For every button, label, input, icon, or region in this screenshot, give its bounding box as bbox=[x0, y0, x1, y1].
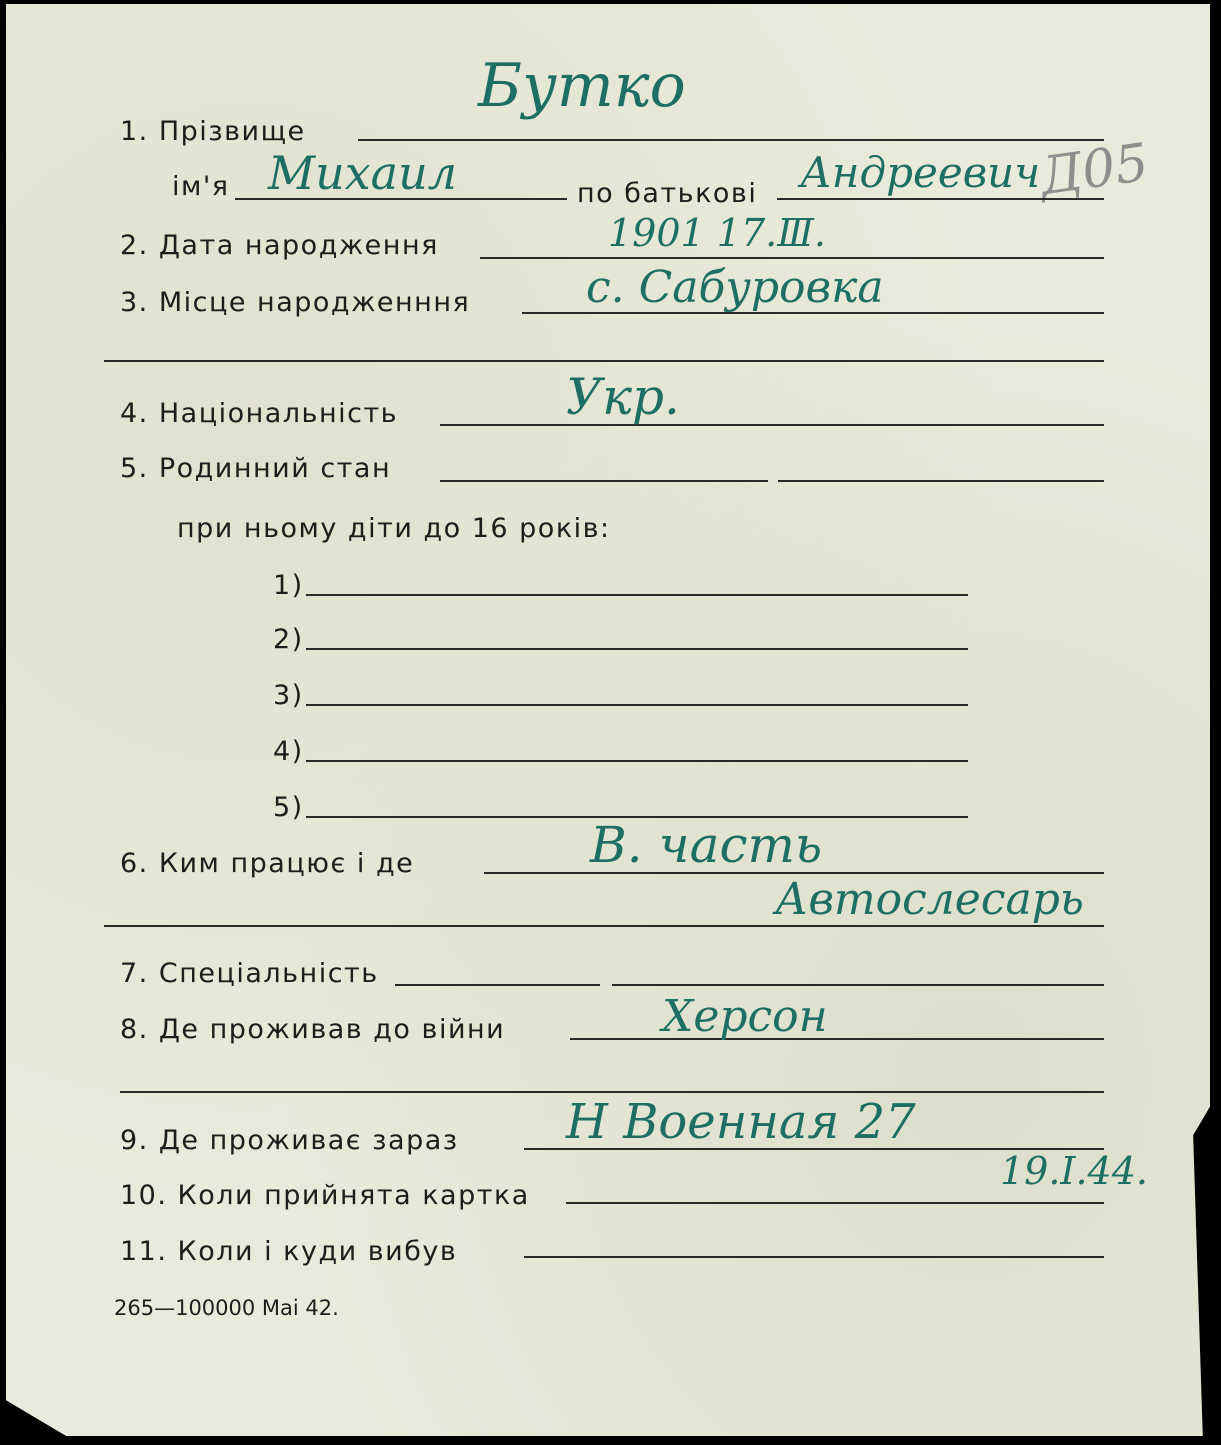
child-1-line bbox=[306, 594, 968, 596]
child-3-line bbox=[306, 704, 968, 706]
prewar-residence-line bbox=[570, 1038, 1104, 1040]
patronymic-label: по батькові bbox=[577, 178, 758, 209]
print-code: 265—100000 Mai 42. bbox=[114, 1296, 339, 1320]
current-residence-label: 9. Де проживає зараз bbox=[120, 1125, 459, 1156]
nationality-label: 4. Національність bbox=[120, 398, 399, 429]
birth-place-line-2 bbox=[104, 360, 1104, 362]
surname-label: 1. Прізвище bbox=[120, 116, 306, 147]
birth-date-line bbox=[480, 257, 1104, 259]
child-4-label: 4) bbox=[273, 736, 304, 767]
child-2-label: 2) bbox=[273, 624, 304, 655]
patronymic-handwriting: Андреевич bbox=[800, 148, 1041, 197]
departure-label: 11. Коли і куди вибув bbox=[120, 1236, 458, 1267]
current-residence-handwriting: Н Военная 27 bbox=[566, 1094, 916, 1150]
specialty-line-b bbox=[612, 984, 1104, 986]
family-status-line-a bbox=[440, 480, 768, 482]
card-accepted-label: 10. Коли прийнята картка bbox=[120, 1180, 530, 1211]
birth-date-handwriting: 1901 17.Ⅲ. bbox=[608, 211, 826, 255]
work-label: 6. Ким працює і де bbox=[120, 848, 415, 879]
child-5-label: 5) bbox=[273, 792, 304, 823]
card-accepted-handwriting: 19.Ⅰ.44. bbox=[1000, 1149, 1148, 1193]
specialty-label: 7. Спеціальність bbox=[120, 958, 379, 989]
surname-handwriting: Бутко bbox=[478, 51, 686, 121]
child-3-label: 3) bbox=[273, 680, 304, 711]
child-4-line bbox=[306, 760, 968, 762]
prewar-residence-handwriting: Херсон bbox=[662, 991, 828, 1042]
nationality-line bbox=[440, 424, 1104, 426]
name-handwriting: Михаил bbox=[268, 146, 458, 200]
patronymic-line bbox=[777, 198, 1104, 200]
prewar-residence-line-2 bbox=[120, 1091, 1104, 1093]
work-handwriting-2: Автослесарь bbox=[775, 874, 1084, 925]
child-1-label: 1) bbox=[273, 570, 304, 601]
name-label: ім'я bbox=[172, 171, 230, 202]
family-status-label: 5. Родинний стан bbox=[120, 453, 392, 484]
margin-scribble: Д05 bbox=[1036, 132, 1153, 208]
birth-date-label: 2. Дата народження bbox=[120, 230, 439, 261]
work-handwriting-1: В. часть bbox=[590, 816, 823, 874]
prewar-residence-label: 8. Де проживав до війни bbox=[120, 1014, 506, 1045]
card-accepted-line bbox=[566, 1202, 1104, 1204]
departure-line bbox=[524, 1256, 1104, 1258]
child-2-line bbox=[306, 648, 968, 650]
surname-line bbox=[358, 139, 1104, 141]
family-status-line-b bbox=[778, 480, 1104, 482]
birth-place-handwriting: с. Сабуровка bbox=[586, 262, 884, 313]
birth-place-label: 3. Місце народженння bbox=[120, 287, 471, 318]
nationality-handwriting: Укр. bbox=[566, 368, 680, 426]
work-line-2 bbox=[104, 925, 1104, 927]
specialty-line-a bbox=[395, 984, 600, 986]
children-label: при ньому діти до 16 років: bbox=[177, 513, 611, 544]
